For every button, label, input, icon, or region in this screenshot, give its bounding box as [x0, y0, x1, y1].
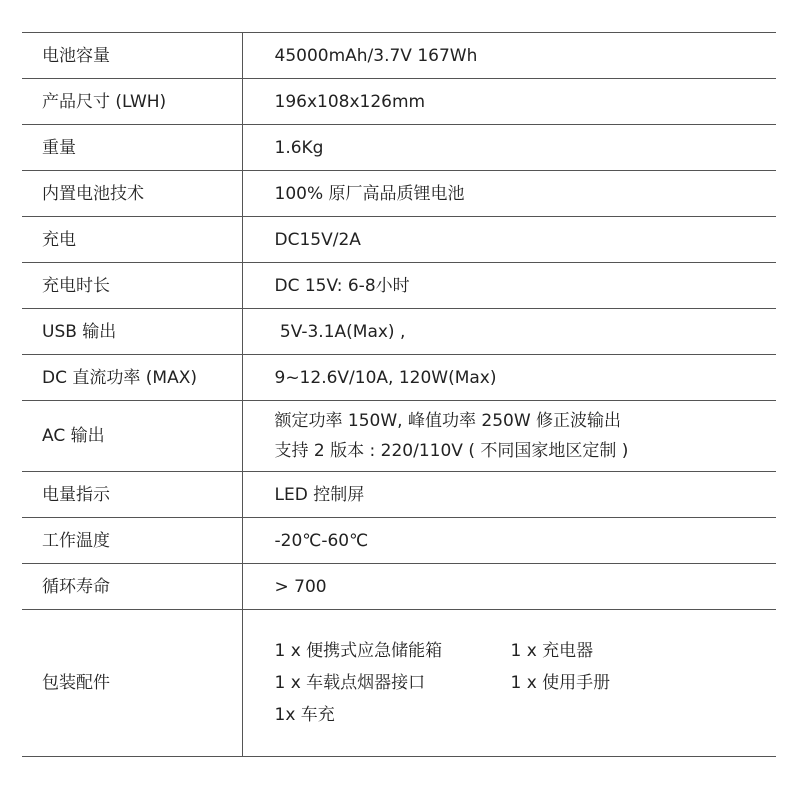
spec-label: 重量: [22, 125, 242, 171]
spec-label: DC 直流功率 (MAX): [22, 355, 242, 401]
spec-label: 内置电池技术: [22, 171, 242, 217]
spec-value: [242, 401, 776, 472]
spec-value: [242, 610, 776, 757]
ac-output-line-1: 额定功率 150W, 峰值功率 250W 修正波输出: [274, 411, 622, 431]
spec-row-dc-power: [22, 355, 776, 401]
spec-value: DC15V/2A: [242, 217, 776, 263]
package-item: 1 x 使用手册: [510, 673, 611, 693]
spec-label: 充电: [22, 217, 242, 263]
package-item: 1 x 车载点烟器接口: [274, 673, 426, 693]
spec-label: 产品尺寸 (LWH): [22, 79, 242, 125]
spec-row-weight: [22, 125, 776, 171]
spec-row-cycle-life: [22, 564, 776, 610]
spec-row-battery-tech: [22, 171, 776, 217]
spec-value: -20℃-60℃: [242, 518, 776, 564]
spec-label: 工作温度: [22, 518, 242, 564]
spec-value: 5V-3.1A(Max) ,: [242, 309, 776, 355]
spec-table: [22, 32, 776, 757]
package-item: 1 x 便携式应急储能箱: [274, 641, 443, 661]
spec-value: 1.6Kg: [242, 125, 776, 171]
spec-row-charging: [22, 217, 776, 263]
spec-value: 45000mAh/3.7V 167Wh: [242, 33, 776, 79]
package-line: [275, 699, 777, 731]
package-line: [275, 635, 777, 667]
package-line: [275, 667, 777, 699]
ac-output-line-2: 支持 2 版本 : 220/110V ( 不同国家地区定制 ): [274, 441, 629, 461]
spec-row-size: [22, 79, 776, 125]
spec-label: 包装配件: [22, 610, 242, 757]
spec-label: USB 输出: [22, 309, 242, 355]
spec-row-operating-temp: [22, 518, 776, 564]
spec-value: LED 控制屏: [242, 472, 776, 518]
spec-row-power-indicator: [22, 472, 776, 518]
spec-value: 100% 原厂高品质锂电池: [242, 171, 776, 217]
spec-row-package: [22, 610, 776, 757]
spec-label: 电池容量: [22, 33, 242, 79]
spec-row-charge-time: [22, 263, 776, 309]
package-item: 1x 车充: [274, 705, 335, 725]
spec-value: 196x108x126mm: [242, 79, 776, 125]
package-item: 1 x 充电器: [510, 641, 594, 661]
spec-value: > 700: [242, 564, 776, 610]
spec-value: 9~12.6V/10A, 120W(Max): [242, 355, 776, 401]
spec-row-ac-output: [22, 401, 776, 472]
spec-label: 充电时长: [22, 263, 242, 309]
spec-row-battery-capacity: [22, 33, 776, 79]
spec-label: AC 输出: [22, 401, 242, 472]
spec-value: DC 15V: 6-8小时: [242, 263, 776, 309]
spec-label: 循环寿命: [22, 564, 242, 610]
spec-row-usb-output: [22, 309, 776, 355]
spec-label: 电量指示: [22, 472, 242, 518]
